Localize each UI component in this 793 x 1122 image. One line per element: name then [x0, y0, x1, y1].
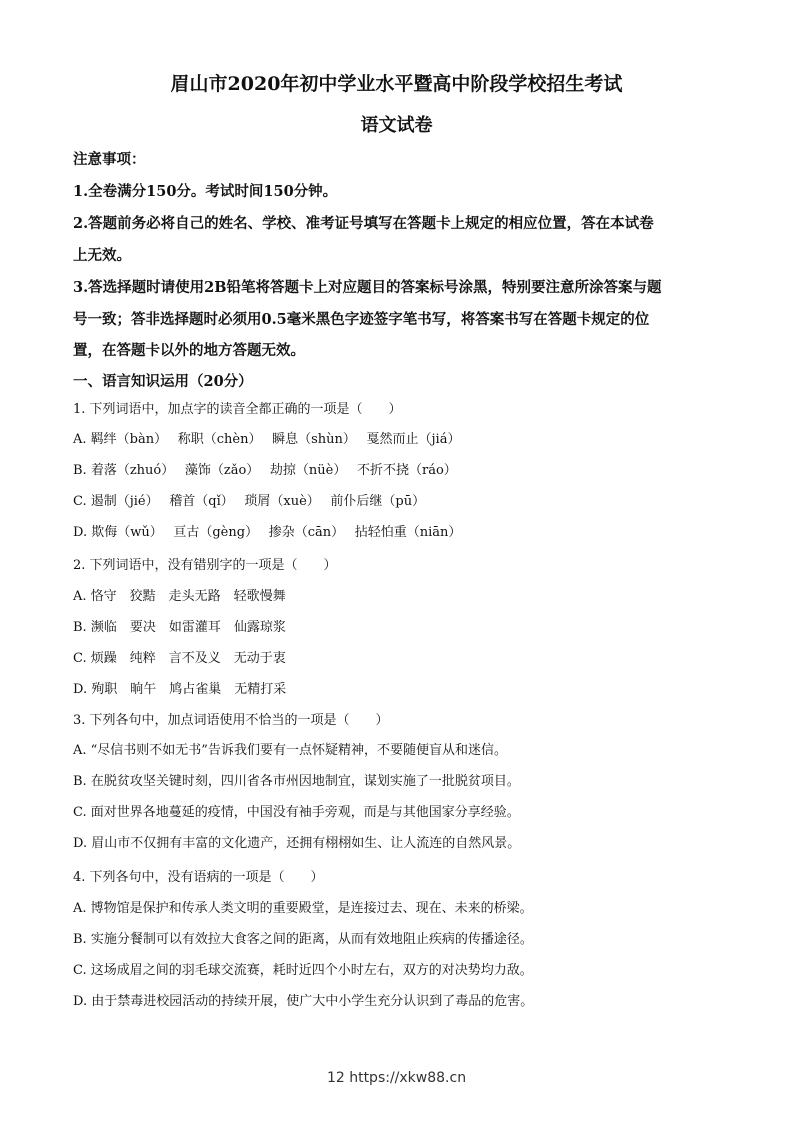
exam-title: 眉山市2020年初中学业水平暨高中阶段学校招生考试: [170, 73, 623, 95]
notice-line: 3.答选择题时请使用2B铅笔将答题卡上对应题目的答案标号涂黑，特别要注意所涂答案与题: [73, 279, 662, 296]
question-stem: 2. 下列词语中，没有错别字的一项是（ ）: [73, 558, 337, 573]
notice-heading: 注意事项：: [73, 151, 146, 168]
page-footer: 12 https://xkw88.cn: [326, 1070, 467, 1086]
question-option: D. 殉职 晌午 鸠占雀巢 无精打采: [73, 682, 287, 697]
question-stem: 4. 下列各句中，没有语病的一项是（ ）: [73, 870, 324, 885]
notice-line: 2.答题前务必将自己的姓名、学校、准考证号填写在答题卡上规定的相应位置，答在本试卷: [73, 215, 654, 232]
notice-line: 号一致；答非选择题时必须用0.5毫米黑色字迹签字笔书写，将答案书写在答题卡规定的位: [73, 311, 650, 328]
question-option: B. 着落（zhuó） 藻饰（zǎo） 劫掠（nüè） 不折不挠（ráo）: [73, 463, 457, 478]
notice-line: 上无效。: [73, 247, 131, 264]
question-option: A. “尽信书则不如无书”告诉我们要有一点怀疑精神，不要随便盲从和迷信。: [73, 743, 507, 758]
exam-subtitle: 语文试卷: [360, 115, 433, 136]
question-option: A. 博物馆是保护和传承人类文明的重要殿堂，是连接过去、现在、未来的桥梁。: [73, 901, 533, 916]
question-option: D. 由于禁毒进校园活动的持续开展，使广大中小学生充分认识到了毒品的危害。: [73, 994, 534, 1009]
question-option: A. 恪守 狡黠 走头无路 轻歌慢舞: [73, 589, 286, 604]
question-option: C. 烦躁 纯粹 言不及义 无动于衷: [73, 651, 286, 666]
question-option: B. 在脱贫攻坚关键时刻，四川省各市州因地制宜，谋划实施了一批脱贫项目。: [73, 774, 520, 789]
question-option: B. 实施分餐制可以有效拉大食客之间的距离，从而有效地阻止疾病的传播途径。: [73, 932, 533, 947]
question-option: D. 欺侮（wǔ） 亘古（gèng） 掺杂（cān） 拈轻怕重（niān）: [73, 525, 462, 540]
question-stem: 3. 下列各句中，加点词语使用不恰当的一项是（ ）: [73, 713, 389, 728]
question-option: A. 羁绊（bàn） 称职（chèn） 瞬息（shùn） 戛然而止（jiá）: [73, 432, 461, 447]
notice-line: 置，在答题卡以外的地方答题无效。: [73, 342, 305, 359]
question-option: C. 遏制（jié） 稽首（qǐ） 琐屑（xuè） 前仆后继（pū）: [73, 494, 426, 509]
question-option: B. 濒临 要决 如雷灌耳 仙露琼浆: [73, 620, 286, 635]
question-stem: 1. 下列词语中，加点字的读音全都正确的一项是（ ）: [73, 402, 402, 417]
section-heading: 一、语言知识运用（20分）: [73, 373, 253, 390]
question-option: C. 这场成眉之间的羽毛球交流赛，耗时近四个小时左右，双方的对决势均力敌。: [73, 963, 533, 978]
question-option: D. 眉山市不仅拥有丰富的文化遗产，还拥有栩栩如生、让人流连的自然风景。: [73, 836, 521, 851]
question-option: C. 面对世界各地蔓延的疫情，中国没有袖手旁观，而是与其他国家分享经验。: [73, 805, 520, 820]
notice-line: 1.全卷满分150分。考试时间150分钟。: [73, 183, 338, 200]
